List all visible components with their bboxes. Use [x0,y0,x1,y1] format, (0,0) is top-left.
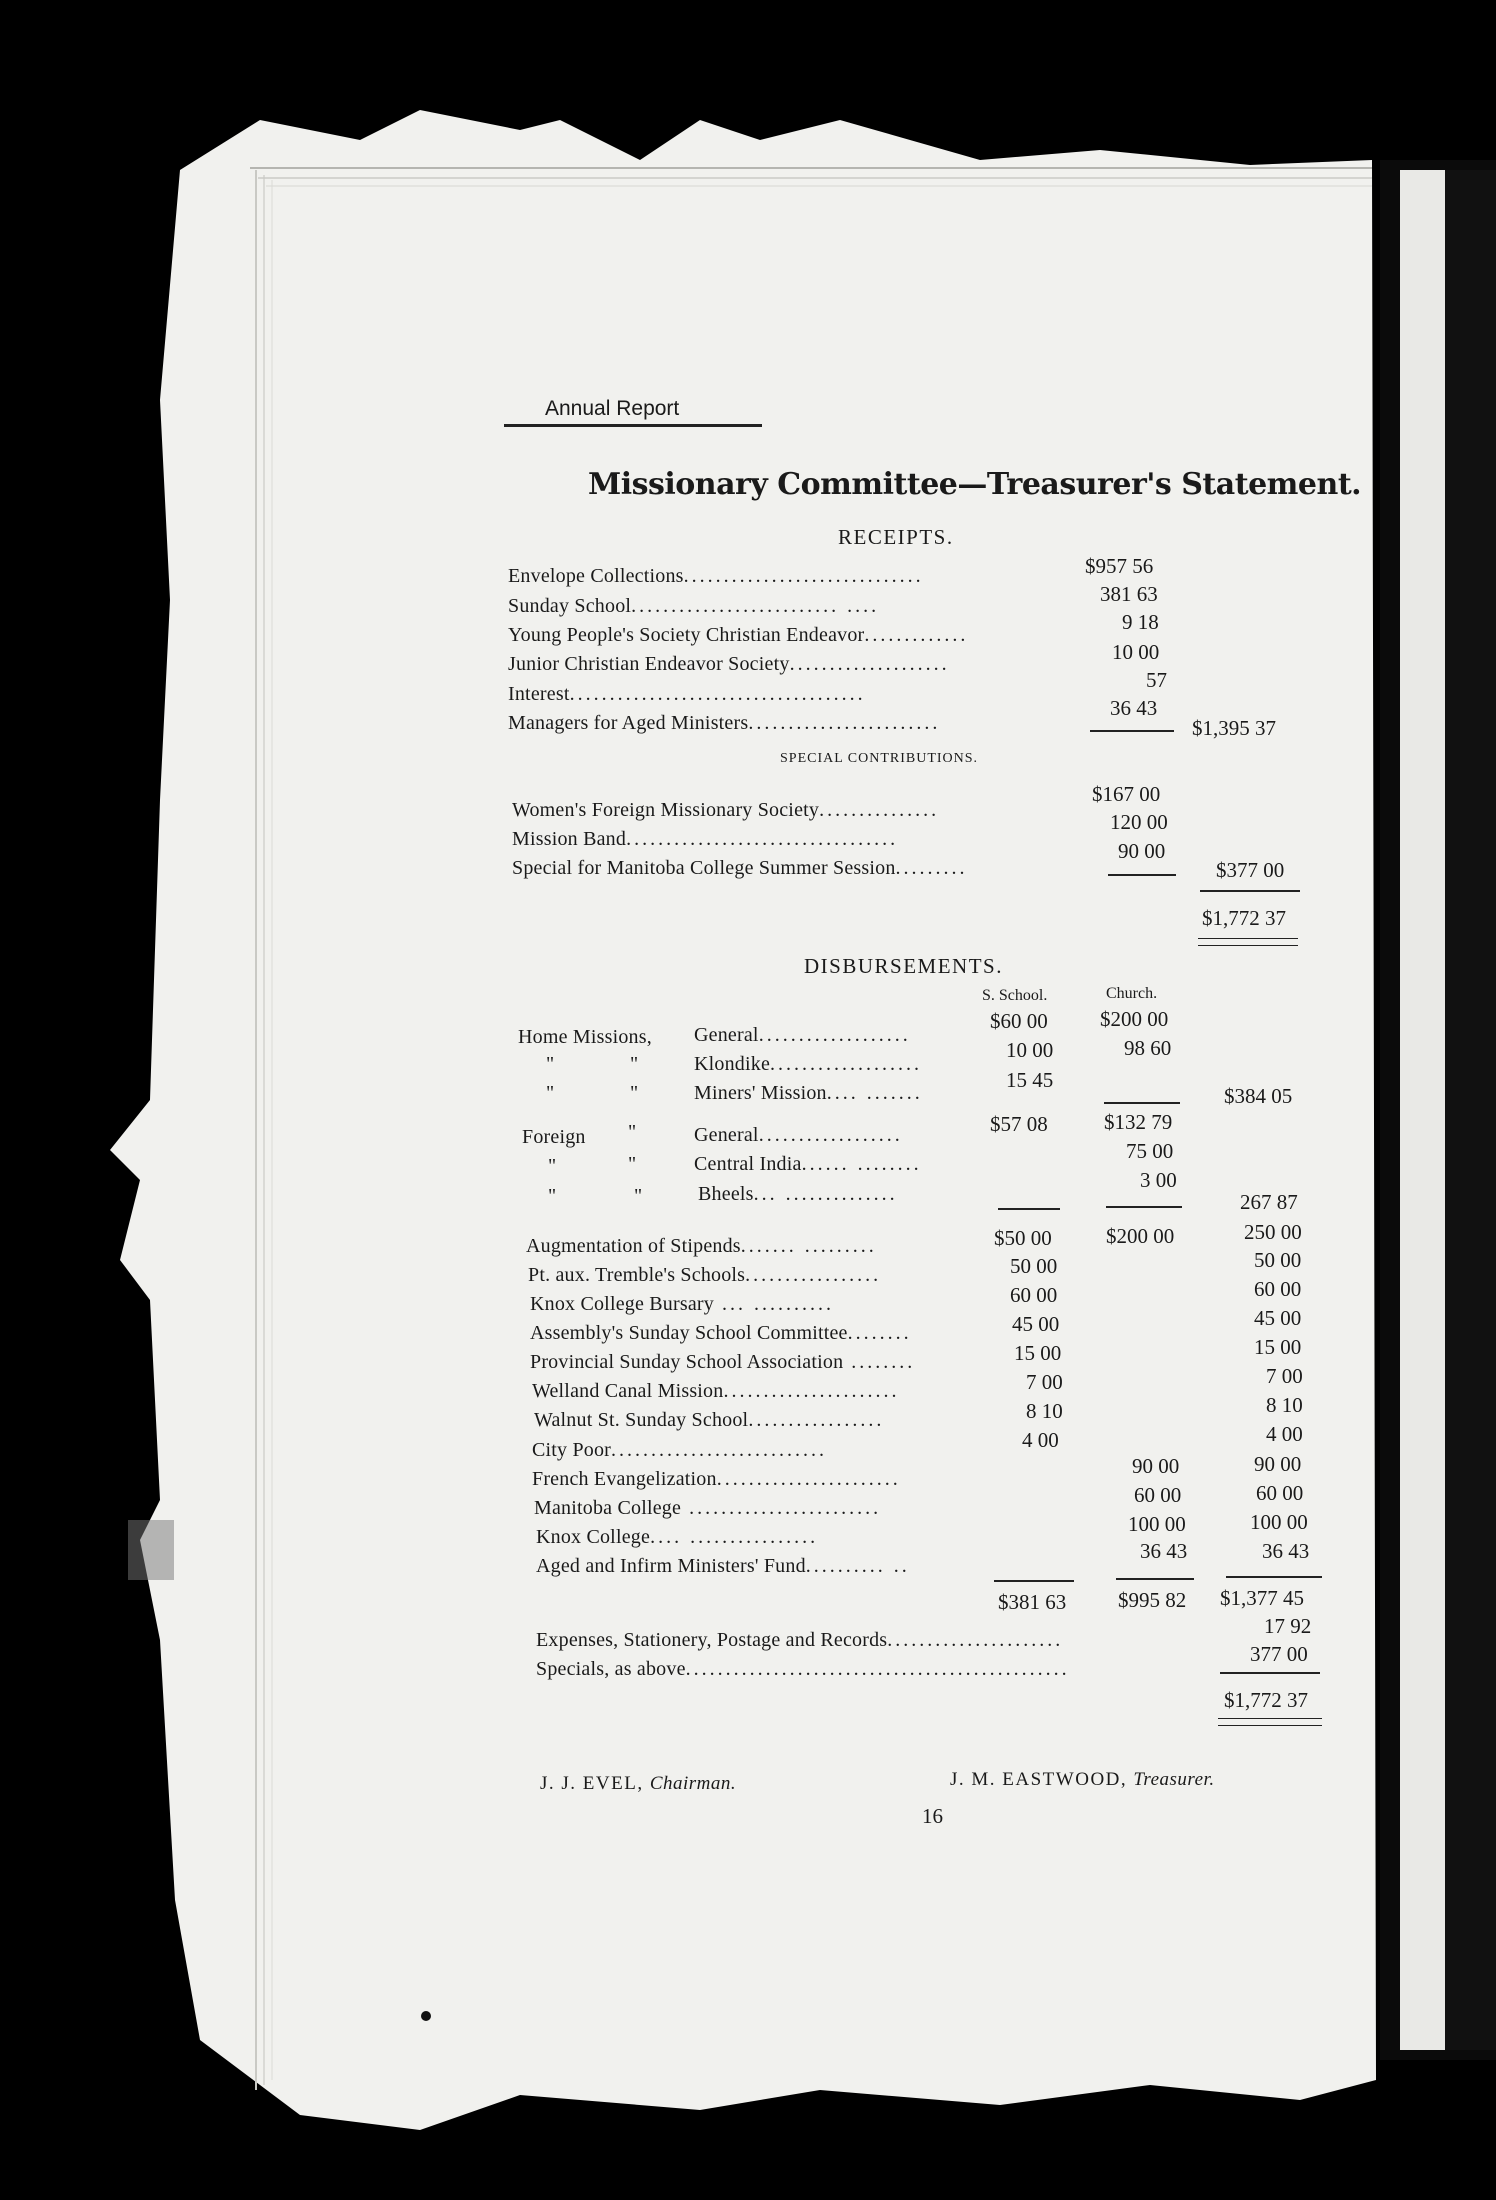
school-column-rule [994,1580,1074,1582]
school-amount: 4 00 [1022,1428,1059,1452]
church-amount: 90 00 [1132,1454,1180,1478]
foreign-missions-label: Foreign [522,1126,586,1148]
expenses-label: Expenses, Stationery, Postage and Records...................... [536,1629,1064,1651]
receipt-label: Envelope Collections.............................. [508,565,924,587]
ditto-mark: " [630,1082,639,1104]
column-header-school: S. School. [982,987,1048,1004]
receipt-label: Sunday School.......................... .... [508,595,880,617]
receipt-amount: 36 43 [1110,696,1158,720]
receipt-amount: 9 18 [1122,610,1159,634]
ditto-mark: " [628,1153,637,1175]
disbursement-label: French Evangelization....................... [532,1468,901,1490]
special-amount: 120 00 [1110,810,1168,834]
disbursements-heading: DISBURSEMENTS. [804,954,1003,978]
receipt-label: Interest..................................... [508,683,866,705]
page-title: Missionary Committee—Treasurer's Statement. [588,467,1362,502]
school-amount: 60 00 [1010,1283,1058,1307]
receipts-total: $1,395 37 [1192,716,1276,740]
row-total: 45 00 [1254,1306,1302,1330]
receipt-amount: 10 00 [1112,640,1160,664]
disbursement-label: Manitoba College ........................ [534,1497,882,1519]
school-amount: $60 00 [990,1009,1048,1033]
specials-amount: 377 00 [1250,1642,1308,1666]
row-total: 8 10 [1266,1393,1303,1417]
disbursements-grand-total-rule [1218,1718,1322,1726]
row-total: 36 43 [1262,1539,1310,1563]
row-total: 50 00 [1254,1248,1302,1272]
ditto-mark: " [546,1082,555,1104]
receipts-subtotal-rule [1090,730,1174,732]
disbursement-label: Walnut St. Sunday School................. [534,1409,885,1431]
church-amount: $132 79 [1104,1110,1173,1134]
receipt-label: Junior Christian Endeavor Society.................... [508,653,950,675]
church-column-rule [1116,1578,1194,1580]
disbursement-sub-label: Klondike................... [694,1053,923,1075]
school-amount: 50 00 [1010,1254,1058,1278]
special-total: $377 00 [1216,858,1285,882]
row-total: 60 00 [1254,1277,1302,1301]
treasurer-signature: J. M. EASTWOOD, Treasurer. [950,1769,1215,1790]
ditto-mark: " [634,1185,643,1207]
disbursement-label: City Poor........................... [532,1439,828,1461]
row-total: 250 00 [1244,1220,1302,1244]
receipt-amount: 381 63 [1100,582,1158,606]
foreign-church-rule [1106,1206,1182,1208]
foreign-school-rule [998,1208,1060,1210]
home-missions-label: Home Missions, [518,1026,652,1048]
special-amount: 90 00 [1118,839,1166,863]
running-header: Annual Report [545,397,680,420]
disbursement-sub-label: Miners' Mission.... ....... [694,1082,923,1104]
church-amount: 98 60 [1124,1036,1172,1060]
disbursement-label: Knox College.... ................ [536,1526,819,1548]
school-amount: 15 00 [1014,1341,1062,1365]
chairman-signature: J. J. EVEL, Chairman. [540,1773,737,1794]
ditto-mark: " [546,1053,555,1075]
disbursement-sub-label: General................... [694,1024,911,1046]
receipt-label: Young People's Society Christian Endeavor............. [508,624,969,646]
disbursement-sub-label: General.................. [694,1124,903,1146]
special-amount: $167 00 [1092,782,1161,806]
row-total: 60 00 [1256,1481,1304,1505]
specials-label: Specials, as above................................................ [536,1658,1070,1680]
special-label: Women's Foreign Missionary Society............... [512,799,940,821]
disbursement-label: Welland Canal Mission...................... [532,1380,900,1402]
church-amount: 75 00 [1126,1139,1174,1163]
disbursement-label: Assembly's Sunday School Committee........ [530,1322,912,1344]
header-underline [504,424,762,427]
ditto-mark: " [548,1185,557,1207]
school-subtotal: $381 63 [998,1590,1067,1614]
church-subtotal: $995 82 [1118,1588,1187,1612]
disbursement-sub-label: Bheels... .............. [698,1183,898,1205]
disbursement-label: Provincial Sunday School Association ........ [530,1351,916,1373]
row-total: 90 00 [1254,1452,1302,1476]
school-amount: 7 00 [1026,1370,1063,1394]
ditto-mark: " [548,1155,557,1177]
school-amount: $50 00 [994,1226,1052,1250]
ditto-mark: " [630,1053,639,1075]
disbursements-subtotal: $1,377 45 [1220,1586,1304,1610]
total-column-rule [1226,1576,1322,1578]
disbursement-label: Knox College Bursary ... .......... [530,1293,834,1315]
home-missions-total: $384 05 [1224,1084,1293,1108]
disbursement-label: Aged and Infirm Ministers' Fund.......... .. [536,1555,910,1577]
special-label: Mission Band.................................. [512,828,899,850]
receipt-amount: $957 56 [1085,554,1154,578]
school-amount: 15 45 [1006,1068,1054,1092]
row-total: 4 00 [1266,1422,1303,1446]
receipts-grand-total-rule [1198,938,1298,946]
special-heading: SPECIAL CONTRIBUTIONS. [780,751,979,766]
receipts-heading: RECEIPTS. [838,525,954,549]
final-rule [1220,1672,1320,1674]
special-label: Special for Manitoba College Summer Session......... [512,857,968,879]
page-number: 16 [922,1804,943,1828]
disbursement-label: Pt. aux. Tremble's Schools................. [528,1264,882,1286]
church-amount: $200 00 [1100,1007,1169,1031]
disbursements-grand-total: $1,772 37 [1224,1688,1308,1712]
school-amount: 45 00 [1012,1312,1060,1336]
school-amount: $57 08 [990,1112,1048,1136]
receipt-label: Managers for Aged Ministers........................ [508,712,941,734]
ditto-mark: " [628,1121,637,1143]
special-total-rule [1200,890,1300,892]
school-amount: 8 10 [1026,1399,1063,1423]
row-total: 15 00 [1254,1335,1302,1359]
church-amount: 60 00 [1134,1483,1182,1507]
school-amount: 10 00 [1006,1038,1054,1062]
church-amount: 36 43 [1140,1539,1188,1563]
church-amount: 3 00 [1140,1168,1177,1192]
row-total: 100 00 [1250,1510,1308,1534]
church-amount: $200 00 [1106,1224,1175,1248]
row-total: 7 00 [1266,1364,1303,1388]
church-amount: 100 00 [1128,1512,1186,1536]
expenses-amount: 17 92 [1264,1614,1312,1638]
disbursement-label: Augmentation of Stipends....... ......... [526,1235,877,1257]
special-subtotal-rule [1108,874,1176,876]
disbursement-sub-label: Central India...... ........ [694,1153,922,1175]
home-church-rule [1104,1102,1180,1104]
foreign-missions-total: 267 87 [1240,1190,1298,1214]
column-header-church: Church. [1106,985,1158,1002]
receipts-grand-total: $1,772 37 [1202,906,1286,930]
receipt-amount: 57 [1146,668,1167,692]
